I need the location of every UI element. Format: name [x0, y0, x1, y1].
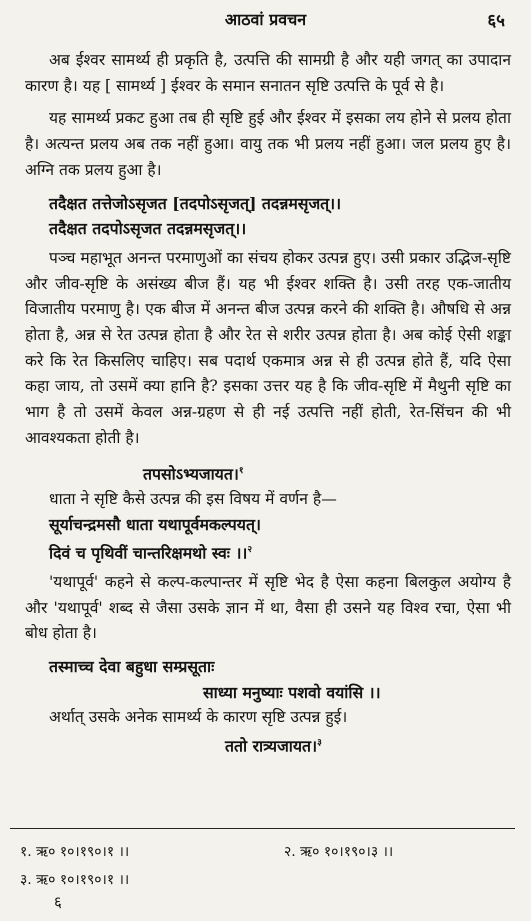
verse-5: [25, 538, 511, 566]
paragraph-4: धाता ने सृष्टि कैसे उत्पन्न की इस विषय में वर्णन है—: [49, 489, 337, 508]
signature-mark: ६: [54, 893, 62, 911]
verse-1: तदैक्षत तत्तेजोऽसृजत [तदपोऽसृजत्] तदन्नमसृजत्।।: [49, 193, 342, 213]
verse-3-text: तपसोऽभ्यजायत।: [143, 463, 239, 483]
verse-8-text: ततो रात्र्यजायत।: [225, 736, 318, 756]
footnote-1: १. ऋ० १०।१९०।१ ।।: [20, 844, 130, 860]
footnote-ref-1: १: [238, 465, 244, 476]
paragraph-6: अर्थात् उसके अनेक सामर्थ्य के कारण सृष्टि उत्पन्न हुई।: [49, 708, 348, 727]
running-title: आठवां प्रवचन: [224, 10, 307, 29]
footnote-ref-2: २: [247, 544, 253, 555]
verse-6: तस्माच्च देवा बहुधा सम्प्रसूताः: [49, 657, 215, 676]
body-text: [25, 48, 511, 759]
paragraph-1: अब ईश्वर सामर्थ्य ही प्रकृति है, उत्पत्ति की सामग्री है और यही जगत् का उपादान कारण है। यह [ सामर्थ्य ] ईश्वर के समान सनातन सृष्टि उत्पत्ति के पूर्व से है।: [25, 51, 511, 95]
verse-3: [25, 459, 511, 487]
footnote-2: २. ऋ० १०।१९०।३ ।।: [284, 844, 394, 860]
verse-2: तदैक्षत तदपोऽसृजत तदन्नमसृजत्।।: [49, 219, 247, 239]
verse-7: साध्या मनुष्याः पशवो वयांसि ।।: [203, 682, 381, 702]
verse-5-text: दिवं च पृथिवीं चान्तरिक्षमथो स्वः ।।: [49, 543, 248, 563]
paragraph-2: यह सामर्थ्य प्रकट हुआ तब ही सृष्टि हुई और ईश्वर में इसका लय होने से प्रलय होता है। अत्यन्त प्रलय अब तक नहीं हुआ। वायु तक भी प्रलय नहीं हुआ। जल प्रलय हुए है। अग्नि तक प्रलय हुआ है।: [25, 109, 511, 179]
page-number: ६५: [487, 11, 505, 31]
paragraph-5: 'यथापूर्व' कहने से कल्प-कल्पान्तर में सृष्टि भेद है ऐसा कहना बिलकुल अयोग्य है और 'यथापूर्व' शब्द से जैसा उसके ज्ञान में था, वैसा ही उसने यह विश्व रचा, ऐसा भी बोध होता है।: [25, 572, 511, 643]
verse-4: सूर्याचन्द्रमसौ धाता यथापूर्वमकल्पयत्।: [49, 515, 261, 535]
footnotes: [20, 838, 515, 894]
footnote-row: [20, 838, 515, 866]
verse-8: [25, 731, 511, 759]
footnote-3: ३. ऋ० १०।१९०।१ ।।: [20, 872, 130, 888]
footnote-divider: [10, 828, 515, 829]
page-header: [0, 8, 531, 34]
footnote-ref-3: ३: [317, 738, 322, 749]
footnote-row: [20, 866, 515, 894]
paragraph-3: पञ्च महाभूत अनन्त परमाणुओं का संचय होकर उत्पन्न हुए। उसी प्रकार उद्भिज-सृष्टि और जीव-सृष्टि के असंख्य बीज हैं। यह भी ईश्वर शक्ति है। उसी तरह एक-जातीय विजातीय परमाणु है। एक बीज में अनन्त बीज उत्पन्न करने की शक्ति है। औषधि से अन्न होता है, अन्न से रेत उत्पन्न होता है और रेत से शरीर उत्पन्न होता है। अब कोई ऐसी शङ्का करे कि रेत किसलिए चाहिए। सब पदार्थ एकमात्र अन्न से ही उत्पन्न होते हैं, यदि ऐसा कहा जाय, तो उसमें क्या हानि है? इसका उत्तर यह है कि जीव-सृष्टि में मैथुनी सृष्टि का भाग है तो उसमें केवल अन्न-ग्रहण से ही नई उत्पत्ति नहीं होती, रेत-सिंचन की भी आवश्यकता होती है।: [25, 248, 511, 447]
